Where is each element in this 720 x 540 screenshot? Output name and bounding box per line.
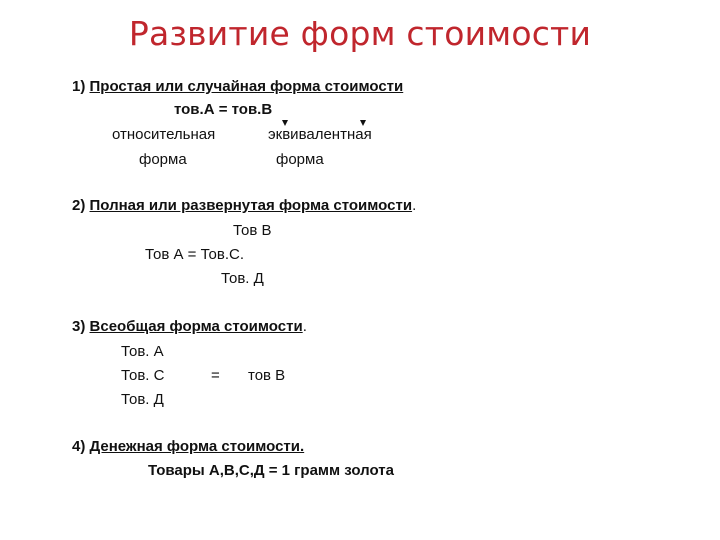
relative-form-label: относительная [112,126,216,143]
section-3-number: 3) [72,318,86,335]
section-3-title: Всеобщая форма стоимости [89,318,303,335]
section-3-suffix: . [302,318,307,335]
section-3-line-1: Тов. А [121,343,164,360]
section-4-title: Денежная форма стоимости. [89,438,305,455]
equivalent-form-label: эквивалентная [268,126,372,143]
relative-form-label-2: форма [139,151,187,168]
section-2-line-3: Тов. Д [221,270,264,287]
page-title: Развитие форм стоимости [128,14,592,53]
section-3-heading [72,318,307,335]
equivalent-form-label-2: форма [276,151,324,168]
section-3-equals: = [211,367,220,384]
section-2-suffix: . [412,197,417,214]
section-4-heading [72,438,304,455]
section-3-right: тов В [248,367,286,384]
section-2-line-2: Тов А = Тов.С. [145,246,245,263]
section-1-title: Простая или случайная форма стоимости [89,78,404,95]
section-3-line-2: Тов. С [121,367,165,384]
section-1-equation: тов.А = тов.В [174,101,273,118]
section-2-title: Полная или развернутая форма стоимости [89,197,413,214]
section-2-number: 2) [72,197,86,214]
section-4-number: 4) [72,438,86,455]
section-4-formula: Товары А,В,С,Д = 1 грамм золота [148,462,394,479]
section-3-line-3: Тов. Д [121,391,164,408]
section-2-heading [72,197,416,214]
section-1-heading [72,78,403,95]
section-1-number: 1) [72,78,86,95]
section-2-line-1: Тов В [233,222,272,239]
